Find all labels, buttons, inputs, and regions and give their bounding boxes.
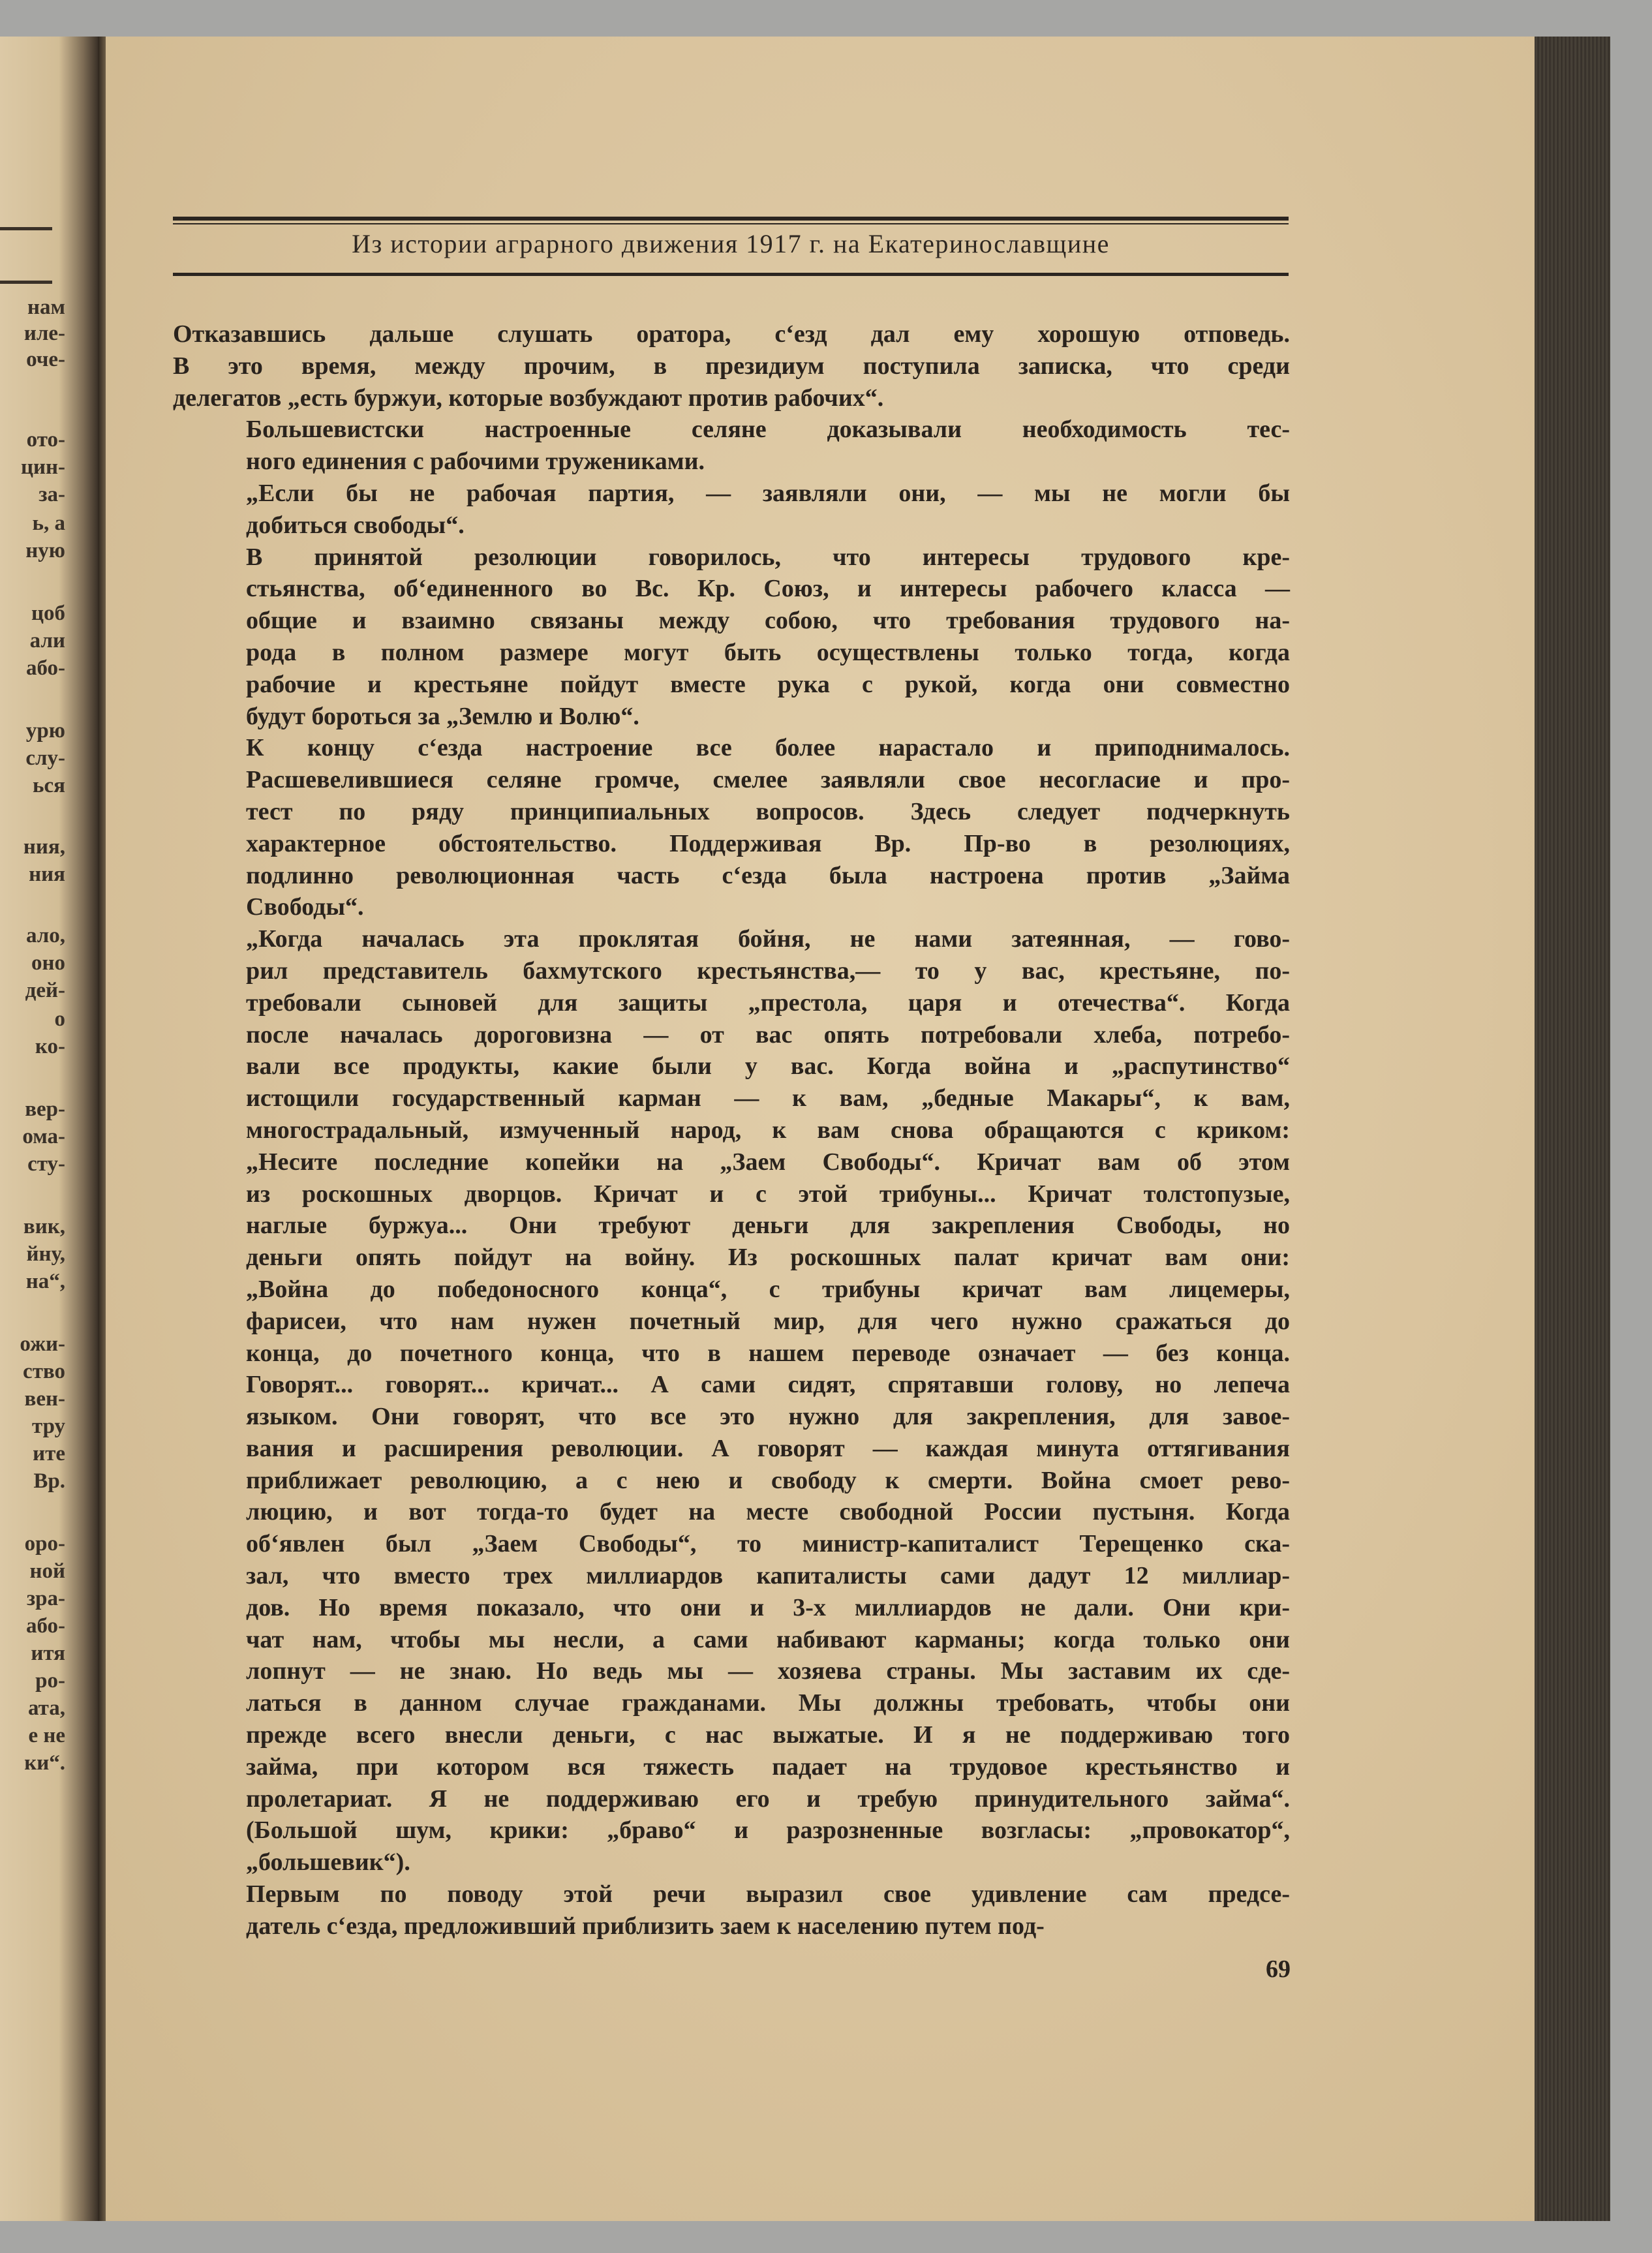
- text-line: В это время, между прочим, в президиум поступила записка, что среди: [173, 352, 1290, 380]
- text-line: делегатов „есть буржуи, которые возбуждают против рабочих“.: [173, 384, 884, 412]
- left-page-fragment: ния: [29, 863, 65, 886]
- text-line: Первым по поводу этой речи выразил свое удивление сам предсе-: [246, 1880, 1290, 1908]
- text-line: (Большой шум, крики: „браво“ и разрозненные возгласы: „провокатор“,: [246, 1816, 1290, 1845]
- left-page-fragment: ото-: [26, 428, 65, 452]
- running-head: Из истории аграрного движения 1917 г. на Екатеринославщине: [352, 229, 1110, 258]
- text-line: вали все продукты, какие были у вас. Когда война и „распутинство“: [246, 1052, 1290, 1081]
- paragraph: [173, 318, 1290, 414]
- text-line: люцию, и вот тогда-то будет на месте свободной России пустыня. Когда: [246, 1498, 1290, 1526]
- left-page-fragment: Вр.: [33, 1469, 65, 1493]
- text-line: В принятой резолюции говорилось, что интересы трудового кре-: [246, 543, 1290, 571]
- text-line: рил представитель бахмутского крестьянства,— то у вас, крестьяне, по-: [246, 957, 1290, 985]
- text-line: Расшевелившиеся селяне громче, смелее заявляли свое несогласие и про-: [246, 766, 1290, 794]
- left-page-edge: [0, 37, 98, 2221]
- left-page-fragment: цоб: [31, 602, 65, 625]
- text-line: языком. Они говорят, что все это нужно для закрепления, для завое-: [246, 1403, 1290, 1431]
- left-page-fragment: е не: [28, 1724, 65, 1747]
- left-page-fragment: сту-: [27, 1152, 65, 1176]
- left-page-fragment: тру: [31, 1415, 65, 1438]
- text-line: об‘явлен был „Заем Свободы“, то министр-капиталист Терещенко ска-: [246, 1530, 1290, 1558]
- left-page-fragment: ома-: [22, 1125, 65, 1148]
- left-page-fragment: вер-: [25, 1097, 65, 1121]
- left-page-fragment: ной: [29, 1559, 65, 1583]
- text-line: Большевистски настроенные селяне доказывали необходимость тес-: [246, 416, 1290, 444]
- text-line: требовали сыновей для защиты „престола, царя и отечества“. Когда: [246, 989, 1290, 1017]
- left-page-fragment: за-: [38, 483, 65, 506]
- paragraph: [173, 478, 1290, 542]
- left-page-fragment: ата,: [27, 1696, 65, 1720]
- text-line: наглые буржуа... Они требуют деньги для закрепления Свободы, но: [246, 1212, 1290, 1240]
- left-page-fragment: ко-: [35, 1035, 65, 1058]
- left-page-fragment: ния,: [23, 835, 65, 859]
- text-line: рабочие и крестьяне пойдут вместе рука с рукой, когда они совместно: [246, 670, 1290, 698]
- text-line: Говорят... говорят... кричат... А сами сидят, спрятавши голову, но лепеча: [246, 1371, 1290, 1399]
- left-page-fragment: на“,: [25, 1270, 65, 1293]
- left-page-fragment: ь, а: [32, 512, 65, 535]
- text-line: истощили государственный карман — к вам, „бедные Макары“, к вам,: [246, 1084, 1290, 1112]
- text-line: вания и расширения революции. А говорят — каждая минута оттягивания: [246, 1434, 1290, 1462]
- text-line: дов. Но время показало, что они и 3-х миллиардов не дали. Они кри-: [246, 1593, 1290, 1621]
- left-page-fragment: слу-: [25, 746, 65, 770]
- left-page-fragment: цин-: [20, 455, 65, 479]
- text-line: приближает революцию, а с нею и свободу к смерти. Война смоет рево-: [246, 1466, 1290, 1494]
- text-line: деньги опять пойдут на войну. Из роскошных палат кричат вам они:: [246, 1244, 1290, 1272]
- paragraph: [173, 1878, 1290, 1942]
- left-page-fragment: иле-: [23, 322, 65, 345]
- left-page-fragment: итя: [31, 1642, 65, 1665]
- left-page-fragment: али: [29, 629, 65, 652]
- paragraph: [173, 732, 1290, 923]
- text-line: конца, до почетного конца, что в нашем переводе означает — без конца.: [246, 1339, 1290, 1367]
- left-page-fragment: ало,: [25, 924, 65, 947]
- header-rule-top: [173, 217, 1289, 221]
- text-line: чат нам, чтобы мы несли, а сами набивают карманы; когда только они: [246, 1625, 1290, 1653]
- left-page-fragment: о: [54, 1007, 65, 1031]
- left-page-fragment: оро-: [24, 1532, 65, 1556]
- text-line: общие и взаимно связаны между собою, что требования трудового на-: [246, 607, 1290, 635]
- left-page-fragment: дей-: [25, 979, 65, 1002]
- paragraph: [173, 542, 1290, 733]
- header-rule-bottom: [173, 273, 1289, 276]
- text-line: фарисеи, что нам нужен почетный мир, для чего нужно сражаться до: [246, 1307, 1290, 1335]
- left-page-fragment: ную: [25, 539, 65, 562]
- left-page-fragment: ите: [33, 1442, 65, 1465]
- left-page-rule: [0, 227, 52, 230]
- text-line: добиться свободы“.: [246, 511, 465, 539]
- text-line: тест по ряду принципиальных вопросов. Здесь следует подчеркнуть: [246, 797, 1290, 825]
- text-line: подлинно революционная часть с‘езда была настроена против „Займа: [246, 861, 1290, 889]
- text-line: „Несите последние копейки на „Заем Свободы“. Кричат вам об этом: [246, 1148, 1290, 1176]
- text-line: прежде всего внесли деньги, с нас выжатые. И я не поддерживаю того: [246, 1721, 1290, 1749]
- left-page-fragment: йну,: [26, 1242, 65, 1266]
- text-line: после началась дороговизна — от вас опять потребовали хлеба, потребо-: [246, 1020, 1290, 1049]
- book-edge: [1535, 37, 1610, 2221]
- text-line: займа, при котором вся тяжесть падает на трудовое крестьянство и: [246, 1753, 1290, 1781]
- text-line: ного единения с рабочими тружениками.: [246, 448, 705, 476]
- left-page-fragment: або-: [25, 656, 65, 680]
- page-number: 69: [1266, 1955, 1291, 1983]
- left-page-fragment: оче-: [26, 348, 65, 371]
- left-page-fragment: ки“.: [24, 1751, 65, 1775]
- left-page-fragment: вик,: [23, 1215, 65, 1238]
- text-line: зал, что вместо трех миллиардов капиталисты сами дадут 12 миллиар-: [246, 1562, 1290, 1590]
- left-page-fragment: ство: [23, 1360, 65, 1383]
- text-line: многострадальный, измученный народ, к вам снова обращаются с криком:: [246, 1116, 1290, 1144]
- text-line: будут бороться за „Землю и Волю“.: [246, 702, 639, 730]
- text-line: характерное обстоятельство. Поддерживая Вр. Пр-во в резолюциях,: [246, 829, 1290, 857]
- text-line: датель с‘езда, предложивший приблизить заем к населению путем под-: [246, 1912, 1045, 1940]
- left-page-fragment: зра-: [26, 1587, 65, 1610]
- paragraph: [173, 923, 1290, 1878]
- text-line: „Если бы не рабочая партия, — заявляли они, — мы не могли бы: [246, 479, 1290, 507]
- paragraph: [173, 414, 1290, 478]
- left-page-fragment: або-: [25, 1614, 65, 1638]
- header-rule-top-thin: [173, 223, 1289, 224]
- left-page-fragment: вен-: [24, 1387, 65, 1411]
- left-page-fragment: ожи-: [20, 1332, 65, 1356]
- text-line: латься в данном случае гражданами. Мы должны требовать, чтобы они: [246, 1689, 1290, 1717]
- body-text: [173, 318, 1290, 1942]
- left-page-fragment: ро-: [35, 1669, 65, 1693]
- text-line: из роскошных дворцов. Кричат и с этой трибуны... Кричат толстопузые,: [246, 1180, 1290, 1208]
- left-page-fragment: ься: [33, 774, 65, 797]
- left-page-rule: [0, 281, 52, 284]
- text-line: „Когда началась эта проклятая бойня, не нами затеянная, — гово-: [246, 925, 1290, 953]
- text-line: рода в полном размере могут быть осуществлены только тогда, когда: [246, 638, 1290, 666]
- text-line: Свободы“.: [246, 893, 364, 921]
- text-line: „большевик“).: [246, 1848, 410, 1877]
- left-page-fragment: оно: [31, 951, 65, 975]
- text-line: стьянства, об‘единенного во Вс. Кр. Союз, и интересы рабочего класса —: [246, 575, 1290, 603]
- book-gutter: [98, 37, 106, 2221]
- left-page-fragment: нам: [27, 296, 65, 319]
- left-page-fragment: урю: [25, 719, 65, 743]
- text-line: „Война до победоносного конца“, с трибуны кричат вам лицемеры,: [246, 1275, 1290, 1303]
- text-line: пролетариат. Я не поддерживаю его и требую принудительного займа“.: [246, 1785, 1290, 1813]
- text-line: Отказавшись дальше слушать оратора, с‘езд дал ему хорошую отповедь.: [173, 320, 1290, 348]
- text-line: К концу с‘езда настроение все более нарастало и приподнималось.: [246, 734, 1290, 762]
- text-line: лопнут — не знаю. Но ведь мы — хозяева страны. Мы заставим их сде-: [246, 1657, 1290, 1685]
